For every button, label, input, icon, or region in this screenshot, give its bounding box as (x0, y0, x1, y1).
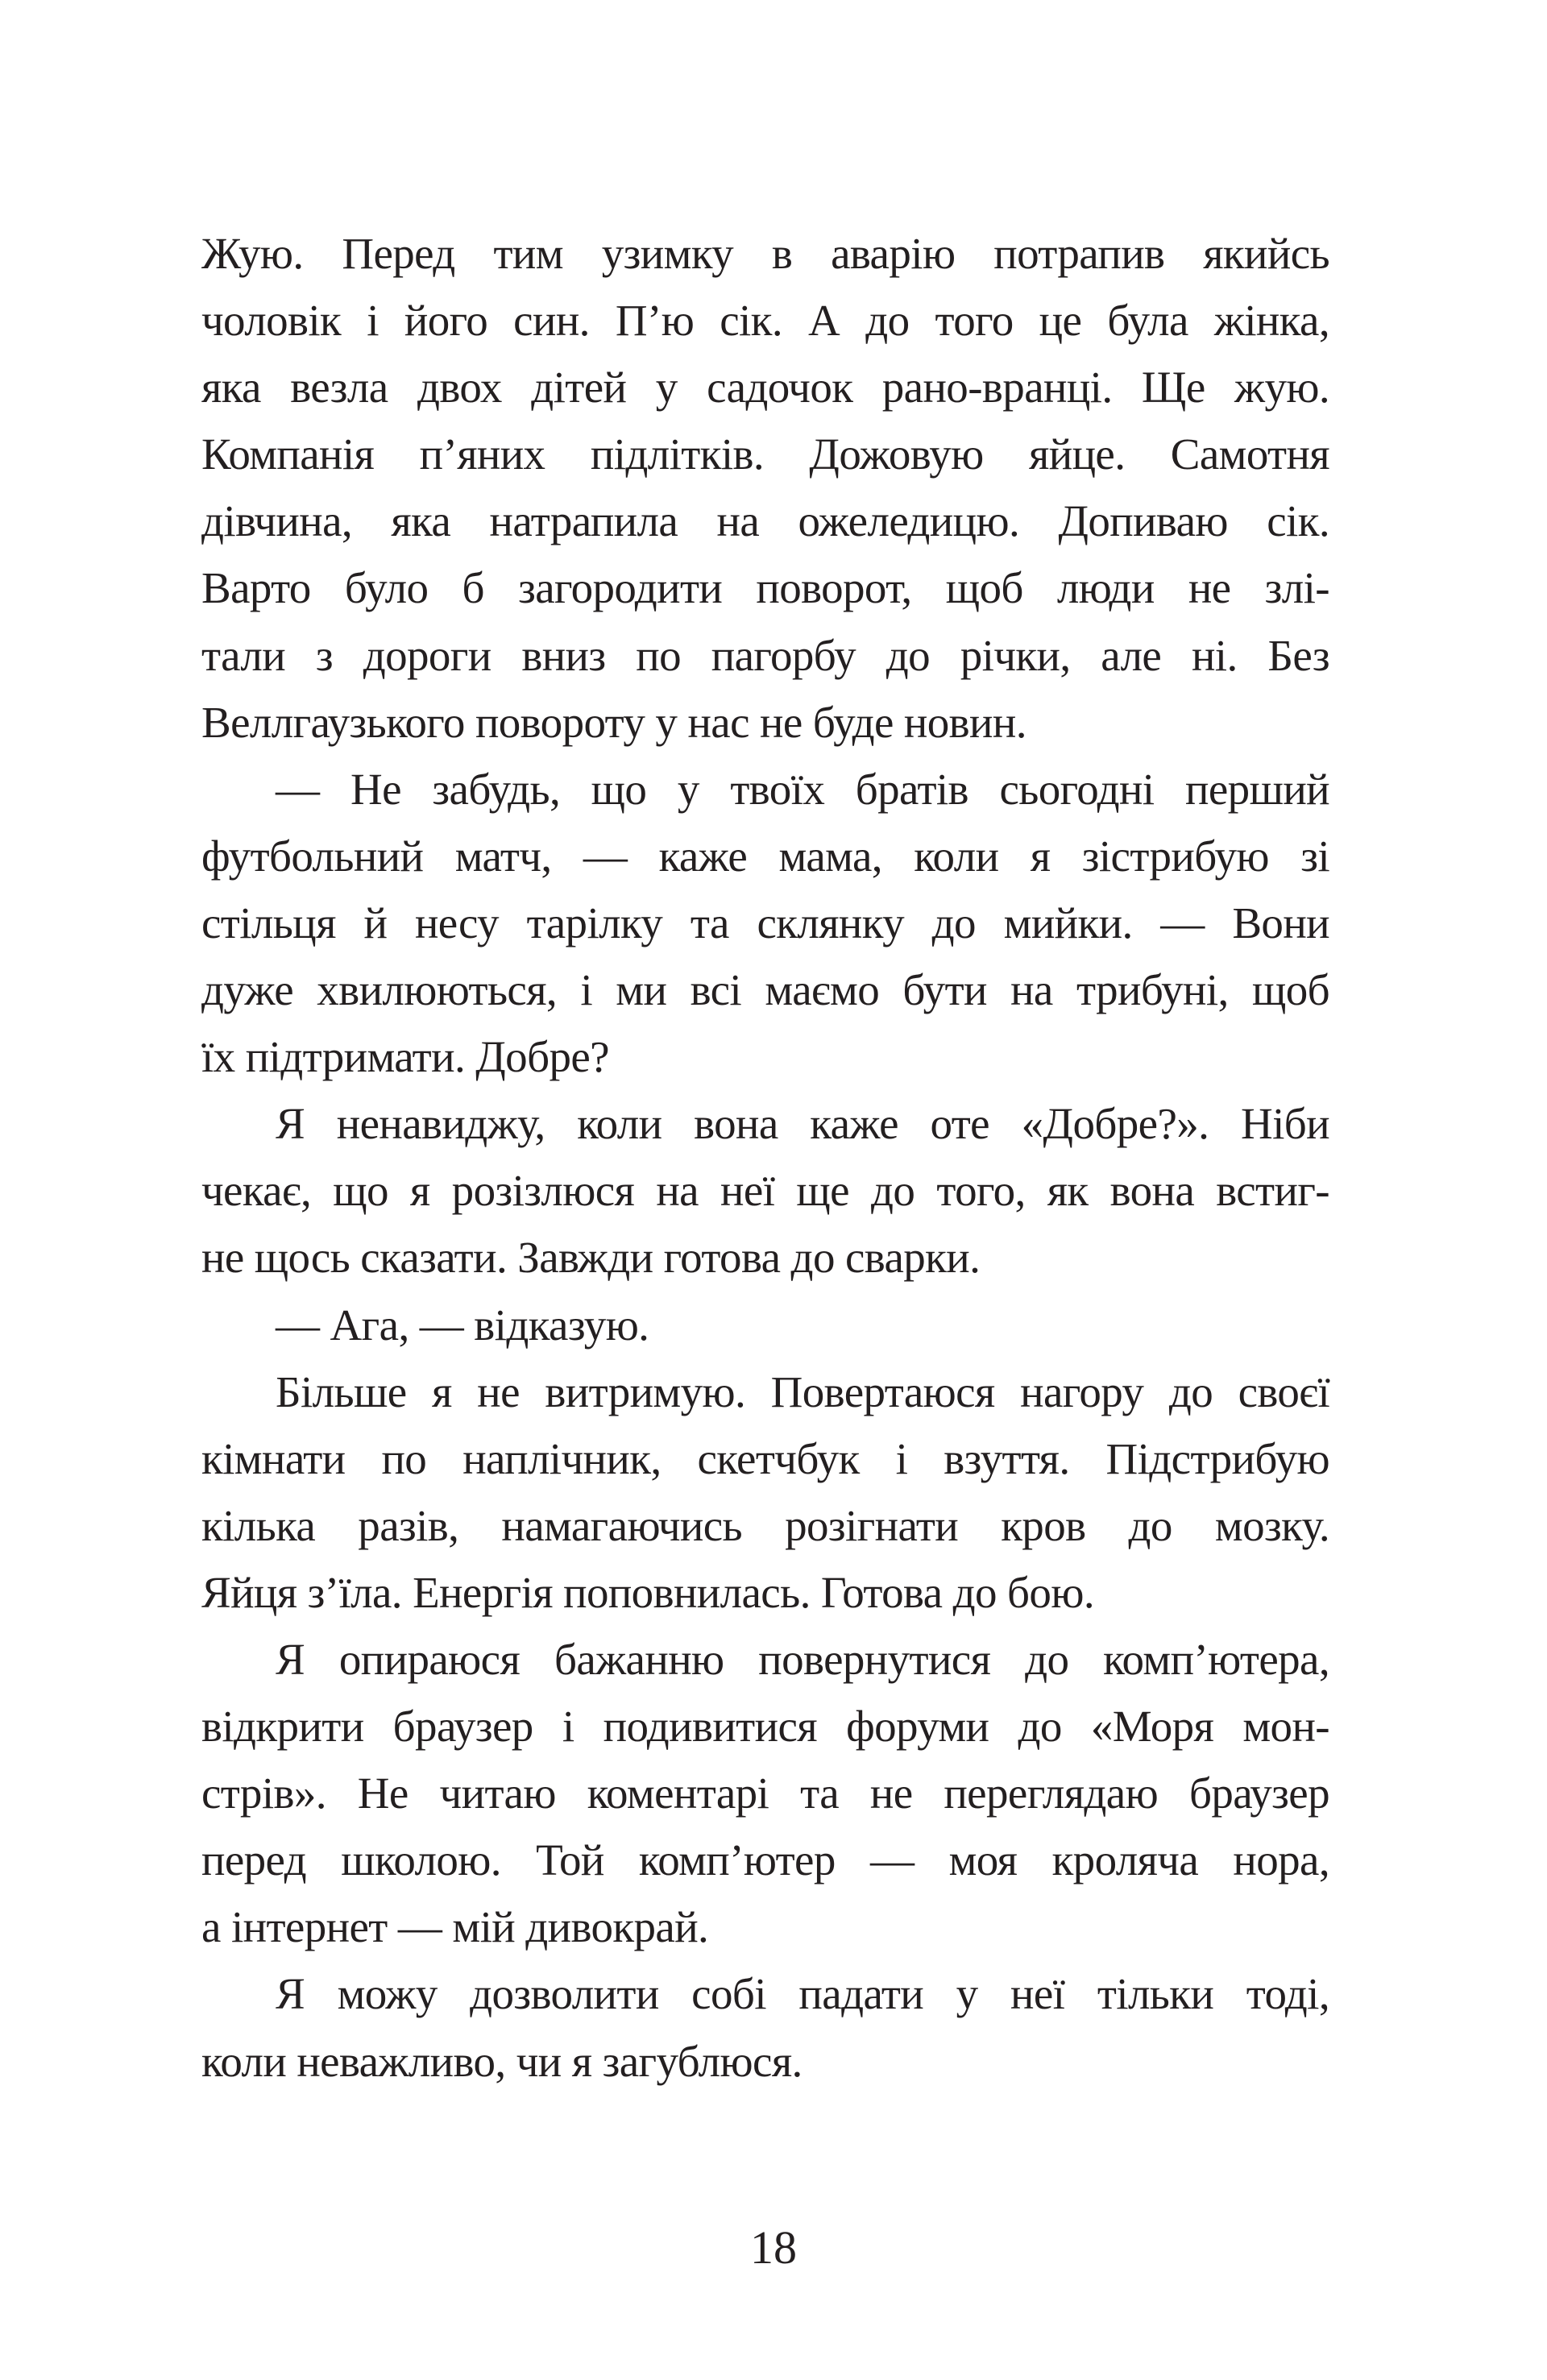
paragraph (201, 1292, 1329, 1358)
paragraph (201, 756, 1329, 1090)
text-line: яка везла двох дітей у садочок рано-вранці. Ще жую. (201, 363, 1329, 413)
text-line: стільця й несу тарілку та склянку до мийки. — Вони (201, 898, 1329, 947)
page-number: 18 (750, 2221, 797, 2274)
paragraph (201, 1358, 1329, 1626)
text-line: відкрити браузер і подивитися форуми до «Моря мон- (201, 1702, 1329, 1752)
text-line: тали з дороги вниз по пагорбу до річки, але ні. Без (201, 630, 1329, 680)
text-line: Більше я не витримую. Повертаюся нагору до своєї (276, 1366, 1329, 1416)
text-line: чекає, що я розізлюся на неї ще до того, як вона встиг- (201, 1166, 1329, 1216)
text-line: — Ага, — відказую. (276, 1300, 649, 1350)
text-line: футбольний матч, — каже мама, коли я зістрибую зі (201, 831, 1329, 881)
text-line: Компанія п’яних підлітків. Дожовую яйце. Самотня (201, 429, 1329, 479)
text-line: Жую. Перед тим узимку в аварію потрапив якийсь (201, 229, 1329, 278)
text-line: чоловік і його син. П’ю сік. А до того це була жінка, (201, 296, 1329, 346)
text-line: коли неважливо, чи я загублюся. (201, 2036, 803, 2086)
text-line: стрів». Не читаю коментарі та не переглядаю браузер (201, 1768, 1329, 1818)
text-line: Веллгаузького повороту у нас не буде новин. (201, 697, 1026, 747)
text-line: кілька разів, намагаючись розігнати кров до мозку. (201, 1500, 1329, 1550)
text-line: кімнати по наплічник, скетчбук і взуття. Підстрибую (201, 1433, 1329, 1483)
text-line: Варто було б загородити поворот, щоб люди не злі- (201, 563, 1329, 613)
text-line: Я опираюся бажанню повернутися до комп’ютера, (276, 1634, 1329, 1684)
text-line: не щось сказати. Завжди готова до сварки. (201, 1233, 981, 1283)
text-line: — Не забудь, що у твоїх братів сьогодні перший (276, 764, 1329, 814)
text-line: дуже хвилюються, і ми всі маємо бути на трибуні, щоб (201, 965, 1329, 1015)
paragraph (201, 1626, 1329, 1960)
text-line: Я ненавиджу, коли вона каже оте «Добре?». Ніби (276, 1099, 1329, 1149)
paragraph (201, 220, 1329, 756)
text-line: дівчина, яка натрапила на ожеледицю. Допиваю сік. (201, 496, 1329, 546)
text-line: їх підтримати. Добре? (201, 1032, 609, 1082)
text-line: а інтернет — мій дивокрай. (201, 1902, 709, 1952)
page-body (201, 220, 1329, 2095)
text-line: перед школою. Той комп’ютер — моя кроляча нора, (201, 1835, 1329, 1885)
paragraph (201, 1960, 1329, 2094)
text-line: Я можу дозволити собі падати у неї тільки тоді, (276, 1969, 1329, 2019)
paragraph (201, 1090, 1329, 1291)
text-line: Яйця з’їла. Енергія поповнилась. Готова до бою. (201, 1567, 1094, 1617)
